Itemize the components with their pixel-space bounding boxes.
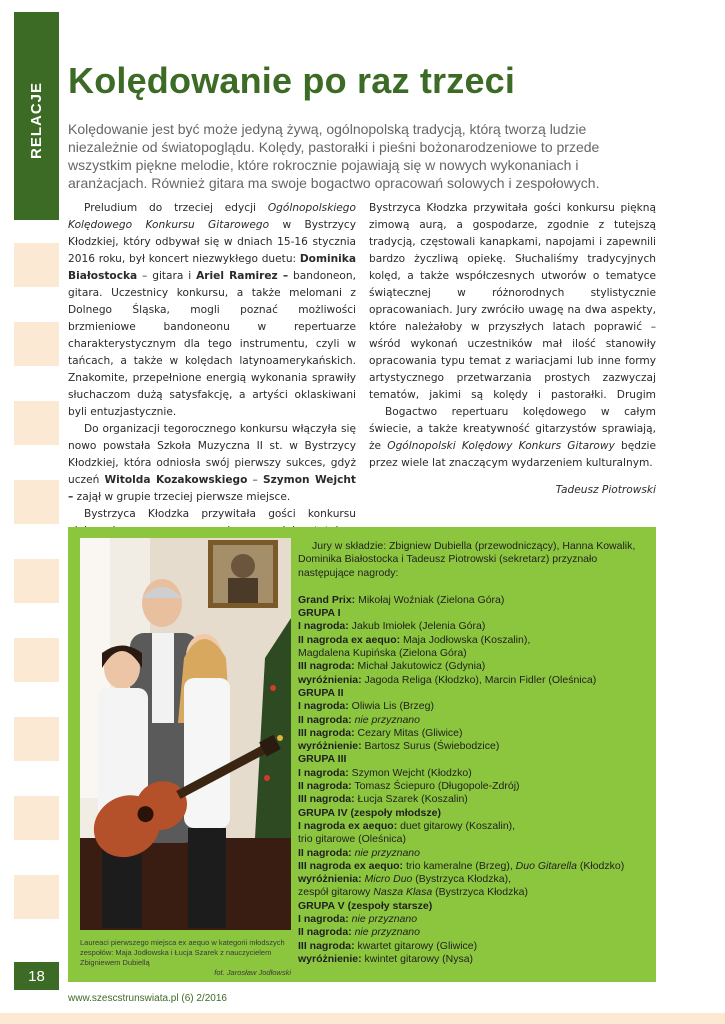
paragraph: Preludium do trzeciej edycji Ogólnopolskiego Kolędowego Konkursu Gitarowego w Bystrzycy Kłodzkiej, który odbywał się w dniach 15-16 stycznia 2016 roku, był koncert niezwykłego duetu: Dominika Białostocka – gitara i Ariel Ramirez – bandoneon, gitara. Uczestnicy konkursu, a także melomani z Dolnego Śląska, mogli poznać możliwości brzmieniowe bandoneonu w repertuarze charakterystycznym dla tego instrumentu, czyli w tańcach, a także w kolędach latynoamerykańskich. Znakomite, przepełnione energią wykonania sprawiły słuchaczom dużą satysfakcję, a artyści oklaskiwani byli entuzjastycznie. xyxy=(68,202,356,418)
paragraph: Bystrzyca Kłodzka przywitała gości konkursu xyxy=(84,508,356,520)
result-line: I nagroda: Jakub Imiołek (Jelenia Góra) xyxy=(298,620,486,633)
article-column-left xyxy=(68,200,356,557)
result-line: III nagroda: Łucja Szarek (Koszalin) xyxy=(298,793,468,806)
article-lead: Kolędowanie jest być może jedyną żywą, ogólnopolską tradycją, którą tworzą ludzie niezależnie od światopoglądu. Kolędy, pastorałki i pieśni bożonarodzeniowe to przede wszystkim piękne melodie, które rokrocznie pojawiają się w nowych wykonaniach i aranżacjach. Również gitara ma swoje bogactwo opracowań solowych i zespołowych. xyxy=(68,121,600,191)
result-line: wyróżnienie: kwintet gitarowy (Nysa) xyxy=(298,952,474,965)
decorative-block xyxy=(14,322,59,366)
result-line: III nagroda ex aequo: trio kameralne (Brzeg), Duo Gitarella (Kłodzko) xyxy=(298,859,625,872)
result-line: II nagroda: nie przyznano xyxy=(298,926,420,939)
decorative-block xyxy=(14,559,59,603)
result-line: trio gitarowe (Oleśnica) xyxy=(298,833,406,846)
section-label: RELACJE xyxy=(28,81,46,159)
article-title: Kolędowanie po raz trzeci xyxy=(68,60,516,101)
photo-illustration xyxy=(80,538,291,930)
result-line: I nagroda: Szymon Wejcht (Kłodzko) xyxy=(298,766,472,779)
group-heading: GRUPA II xyxy=(298,686,344,699)
bottom-band xyxy=(0,1013,725,1024)
result-line: III nagroda: Michał Jakutowicz (Gdynia) xyxy=(298,660,486,673)
result-line: I nagroda: nie przyznano xyxy=(298,913,418,926)
laureates-photo xyxy=(80,538,291,930)
decorative-block xyxy=(14,638,59,682)
result-line: Magdalena Kupińska (Zielona Góra) xyxy=(298,647,467,660)
footer-url[interactable]: www.szescstrunswiata.pl (6) 2/2016 xyxy=(68,993,227,1004)
result-line: I nagroda: Oliwia Lis (Brzeg) xyxy=(298,700,434,713)
decorative-block xyxy=(14,717,59,761)
result-line: I nagroda ex aequo: duet gitarowy (Koszalin), xyxy=(298,819,516,832)
group-heading: GRUPA I xyxy=(298,607,341,620)
article-author: Tadeusz Piotrowski xyxy=(555,484,656,496)
decorative-block xyxy=(14,875,59,919)
decorative-block xyxy=(14,796,59,840)
jury-intro: Jury w składzie: Zbigniew Dubiella (przewodniczący), Hanna Kowalik, Dominika Białostocka i Tadeusz Piotrowski (sekretarz) przyznało następujące nagrody: xyxy=(298,540,636,579)
result-line: Grand Prix: Mikołaj Woźniak (Zielona Góra) xyxy=(298,593,505,606)
decorative-block xyxy=(14,243,59,287)
result-line: II nagroda: Tomasz Ściepuro (Długopole-Zdrój) xyxy=(298,780,520,793)
result-line: III nagroda: Cezary Mitas (Gliwice) xyxy=(298,726,463,739)
result-line: III nagroda: kwartet gitarowy (Gliwice) xyxy=(298,939,478,952)
article-column-right xyxy=(369,200,656,499)
group-heading: GRUPA V (zespoły starsze) xyxy=(298,899,433,912)
result-line: zespół gitarowy Nasza Klasa (Bystrzyca Kłodzka) xyxy=(298,886,528,899)
group-heading: GRUPA III xyxy=(298,753,347,766)
result-line: wyróżnienie: Bartosz Surus (Świebodzice) xyxy=(298,740,500,753)
result-line: II nagroda ex aequo: Maja Jodłowska (Koszalin), xyxy=(298,633,531,646)
paragraph-continued: Bystrzyca Kłodzka przywitała gości konkursu piękną zimową aurą, a gospodarze, zgodnie z tutejszą tradycją, częstowali kanapkami, napojami i zapewnili bardzo życzliwą opiekę. Słuchaliśmy tradycyjnych kolęd, a także współczesnych utworów o tematyce świątecznej w różnorodnych stylistycznie opracowaniach. Jury zwróciło uwagę na dwa aspekty, które należałoby w przyszłych latach poprawić – wśród wykonań uczestników mał ilość stanowiły opracowania typu temat z wariacjami lub inne formy artystycznego przetwarzania prostych zazwyczaj tematów, jakimi są kolędy i pastorałki. Drugim xyxy=(369,202,656,401)
result-line: II nagroda: nie przyznano xyxy=(298,846,420,859)
photo-caption: Laureaci pierwszego miejsca ex aequo w kategorii młodszych zespołów: Maja Jodłowska i Łucja Szarek z nauczycielem Zbigniewem Dubiellą fot. Jarosław Jodłowski xyxy=(80,938,291,977)
result-line: wyróżnienia: Micro Duo (Bystrzyca Kłodzka), xyxy=(298,873,511,886)
paragraph: Bogactwo repertuaru kolędowego w całym świecie, a także kreatywność gitarzystów sprawiają, że Ogólnopolski Kolędowy Konkurs Gitarowy będzie przez wiele lat znaczącym wydarzeniem kulturalnym. xyxy=(369,406,656,469)
page-number: 18 xyxy=(14,962,59,990)
result-line: wyróżnienia: Jagoda Religa (Kłodzko), Marcin Fidler (Oleśnica) xyxy=(298,673,597,686)
photo-credit: fot. Jarosław Jodłowski xyxy=(214,968,291,977)
results-list xyxy=(298,540,650,966)
paragraph: Do organizacji tegorocznego konkursu włączyła się nowo powstała Szkoła Muzyczna II st. w Bystrzycy Kłodzkiej, która odniosła swój pierwszy sukces, gdyż uczeń Witolda Kozakowskiego – Szymon Wejcht – zajął w grupie trzeciej pierwsze miejsce. xyxy=(68,423,357,503)
result-line: II nagroda: nie przyznano xyxy=(298,713,420,726)
decorative-block xyxy=(14,401,59,445)
decorative-block xyxy=(14,480,59,524)
group-heading: GRUPA IV (zespoły młodsze) xyxy=(298,806,441,819)
